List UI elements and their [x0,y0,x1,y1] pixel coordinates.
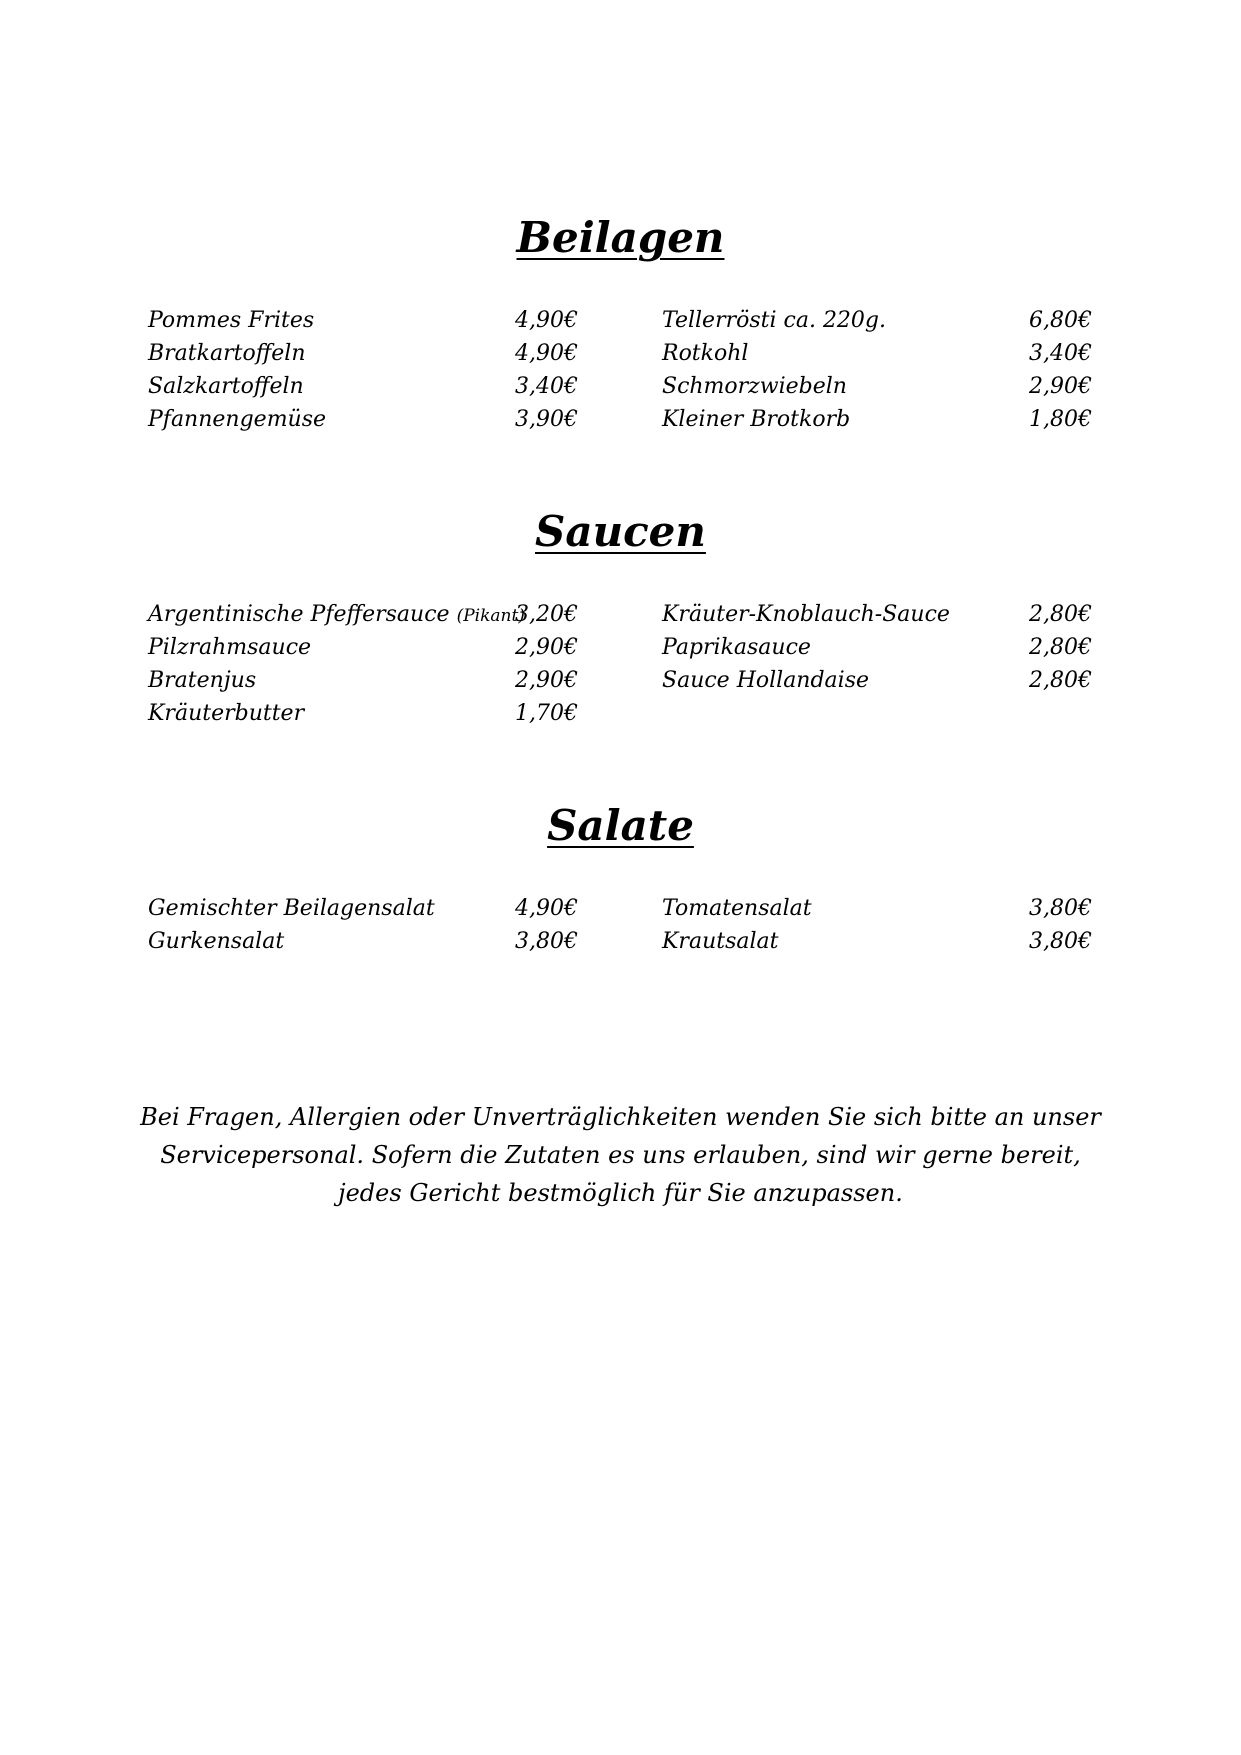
item-price: 3,80€ [515,929,578,954]
item-price: 3,20€ [515,602,578,627]
item-price: 1,70€ [515,701,578,726]
item-price: 4,90€ [515,341,578,366]
item-name: Gurkensalat [148,929,285,954]
item-name: Gemischter Beilagensalat [148,896,435,921]
item-price: 2,80€ [1029,635,1092,660]
item-price: 2,90€ [515,635,578,660]
menu-item [662,925,1092,958]
item-price: 3,90€ [515,407,578,432]
menu-item [662,664,1092,697]
section-title-saucen: Saucen [535,507,706,556]
notice-line: Bei Fragen, Allergien oder Unverträglichkeiten wenden Sie sich bitte an unser [140,1103,1101,1131]
item-name [148,598,525,633]
item-price: 2,90€ [1029,374,1092,399]
menu-item [662,304,1092,337]
menu-item [148,598,578,631]
menu-item [662,370,1092,403]
saucen-left-column [148,598,578,730]
item-name: Tellerrösti ca. 220g. [662,308,887,333]
item-name: Paprikasauce [662,635,811,660]
item-price: 4,90€ [515,308,578,333]
menu-item [662,403,1092,436]
item-name: Pfannengemüse [148,407,327,432]
notice-line: Servicepersonal. Sofern die Zutaten es uns erlauben, sind wir gerne bereit, [160,1141,1081,1169]
menu-item [148,370,578,403]
item-price: 6,80€ [1029,308,1092,333]
beilagen-left-column [148,304,578,436]
section-title-salate: Salate [547,801,694,850]
item-name: Rotkohl [662,341,749,366]
item-name: Pommes Frites [148,308,315,333]
menu-item [662,892,1092,925]
menu-item [662,631,1092,664]
item-note: (Pikant) [456,606,525,626]
menu-item [148,925,578,958]
item-price: 3,40€ [515,374,578,399]
item-name: Kräuter-Knoblauch-Sauce [662,602,950,627]
menu-item [148,892,578,925]
saucen-right-column [662,598,1092,697]
menu-item [662,598,1092,631]
menu-item [148,631,578,664]
item-name: Salzkartoffeln [148,374,304,399]
item-price: 2,80€ [1029,602,1092,627]
item-price: 2,90€ [515,668,578,693]
item-name: Kräuterbutter [148,701,305,726]
item-price: 4,90€ [515,896,578,921]
item-name: Tomatensalat [662,896,812,921]
menu-item [148,337,578,370]
item-price: 1,80€ [1029,407,1092,432]
notice-line: jedes Gericht bestmöglich für Sie anzupassen. [338,1179,903,1207]
menu-item [148,403,578,436]
salate-left-column [148,892,578,958]
item-price: 3,80€ [1029,896,1092,921]
allergy-notice [120,1098,1121,1212]
item-name: Sauce Hollandaise [662,668,870,693]
item-name-text: Argentinische Pfeffersauce [148,602,457,627]
menu-item [662,337,1092,370]
item-name: Krautsalat [662,929,779,954]
item-name: Bratkartoffeln [148,341,306,366]
item-name: Bratenjus [148,668,257,693]
menu-item [148,697,578,730]
item-price: 2,80€ [1029,668,1092,693]
salate-right-column [662,892,1092,958]
section-title-beilagen: Beilagen [516,213,725,262]
item-price: 3,80€ [1029,929,1092,954]
item-name: Schmorzwiebeln [662,374,847,399]
menu-item [148,304,578,337]
item-name: Kleiner Brotkorb [662,407,851,432]
beilagen-right-column [662,304,1092,436]
menu-item [148,664,578,697]
item-price: 3,40€ [1029,341,1092,366]
item-name: Pilzrahmsauce [148,635,312,660]
